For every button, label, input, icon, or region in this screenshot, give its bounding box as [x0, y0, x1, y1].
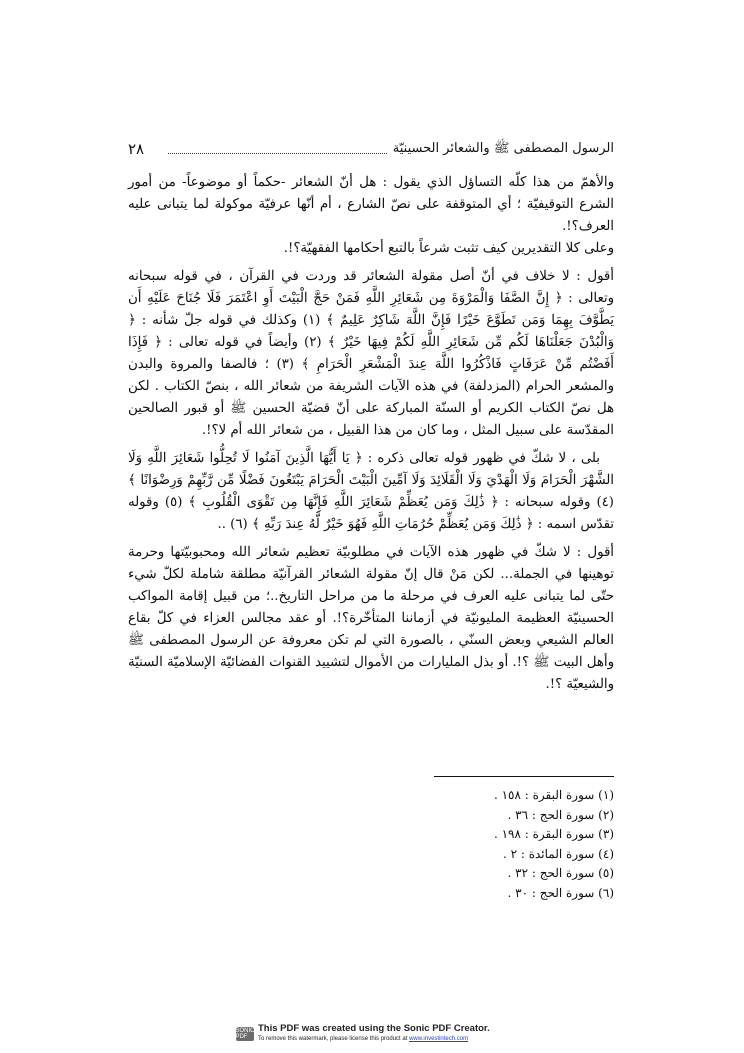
header-dotted-leader: [168, 153, 387, 154]
watermark-line-2: [258, 1034, 490, 1044]
footnote-3: (٣) سورة البقرة : ١٩٨ .: [493, 827, 614, 842]
footnote-separator: [434, 776, 614, 777]
footnote-1: (١) سورة البقرة : ١٥٨ .: [493, 788, 614, 802]
paragraph-4: بلى ، لا شكّ في ظهور قوله تعالى ذكره : ﴿ يَا أَيُّهَا الَّذِينَ آمَنُوا لَا تُحِلُّوا شَعَائِرَ اللَّهِ وَلَا الشَّهْرَ الْحَرَامَ وَلَا الْهَدْيَ وَلَا الْقَلَائِدَ وَلَا آمِّينَ الْبَيْتَ الْحَرَامَ يَبْتَغُونَ فَضْلًا مِّن رَّبِّهِمْ وَرِضْوَانًا ﴾ (٤) وقوله سبحانه : ﴿ ذَٰلِكَ وَمَن يُعَظِّمْ شَعَائِرَ اللَّهِ فَإِنَّهَا مِن تَقْوَى الْقُلُوبِ ﴾ (٥) وقوله تقدّس اسمه : ﴿ ذَٰلِكَ وَمَن يُعَظِّمْ حُرُمَاتِ اللَّهِ فَهُوَ خَيْرٌ لَّهُ عِندَ رَبِّهِ ﴾ (٦) ..: [128, 451, 614, 532]
running-title: الرسول المصطفى ﷺ والشعائر الحسينيّة: [392, 140, 614, 156]
paragraph-3: أقول : لا خلاف في أنّ أصل مقولة الشعائر قد وردت في القرآن ، في قوله سبحانه وتعالى : ﴿ إِنَّ الصَّفَا وَالْمَرْوَةَ مِن شَعَائِرِ اللَّهِ فَمَنْ حَجَّ الْبَيْتَ أَوِ اعْتَمَرَ فَلَا جُنَاحَ عَلَيْهِ أَن يَطَّوَّفَ بِهِمَا وَمَن تَطَوَّعَ خَيْرًا فَإِنَّ اللَّهَ شَاكِرٌ عَلِيمٌ ﴾ (١) وكذلك في قوله جلّ شأنه : ﴿ وَالْبُدْنَ جَعَلْنَاهَا لَكُم مِّن شَعَائِرِ اللَّهِ لَكُمْ فِيهَا خَيْرٌ ﴾ (٢) وأيضاً في قوله تعالى : ﴿ فَإِذَا أَفَضْتُم مِّنْ عَرَفَاتٍ فَاذْكُرُوا اللَّهَ عِندَ الْمَشْعَرِ الْحَرَامِ ﴾ (٣) ؛ فالصفا والمروة والبدن والمشعر الحرام (المزدلفة) في هذه الآيات الشريفة من شعائر الله ، بنصّ الكتاب . لكن هل نصّ الكتاب الكريم أو السنّة المباركة على أنّ قضيّة الحسين ﷺ أو قبور الصالحين المقدّسة على سبيل المثل ، وما كان من هذا القبيل ، من شعائر الله أم لا؟!.: [128, 269, 614, 438]
page-number: ٢٨: [128, 140, 145, 158]
watermark-line-2-text: To remove this watermark, please license this product at: [258, 1036, 410, 1042]
watermark-link[interactable]: www.investintech.com: [409, 1036, 469, 1042]
pdf-watermark: [236, 1021, 536, 1047]
watermark-text: [258, 1024, 490, 1044]
footnotes: [380, 786, 614, 904]
footnote-2: (٢) سورة الحج : ٣٦ .: [507, 807, 614, 822]
footnote-4: (٤) سورة المائدة : ٢ .: [502, 846, 614, 861]
paragraph-5: أقول : لا شكّ في ظهور هذه الآيات في مطلوبيّة تعظيم شعائر الله ومحبوبيّتها وحرمة توهينها في الجملة... لكن مَنْ قال إنّ مقولة الشعائر القرآنيّة مطلقة شاملة لكلّ شيء حتّى لما يتبانى عليه العرف في مرحلة ما من مراحل التاريخ..؛ من قبيل إقامة المواكب الحسينيّة العظيمة المليونيّة في أزماننا المتأخّرة؟!. أو عقد مجالس العزاء في كلّ بقاع العالم الشيعي وبعض السنّي ، بالصورة التي لم تكن معروفة عن الرسول المصطفى ﷺ وأهل البيت ﷺ ؟!. أو بذل المليارات من الأموال لتشييد القنوات الفضائيّة الإسلاميّة السنيّة والشيعيّة ؟!.: [128, 545, 614, 692]
page-header: [128, 138, 614, 160]
paragraph-2: وعلى كلا التقديرين كيف تثبت شرعاً بالتبع أحكامها الفقهيّة؟!.: [283, 241, 614, 256]
footnote-5: (٥) سورة الحج : ٣٢ .: [507, 866, 614, 881]
watermark-line-1: This PDF was created using the Sonic PDF Creator.: [258, 1023, 490, 1034]
main-text: [128, 172, 614, 696]
sonic-pdf-logo-icon: SONIC PDF: [235, 1028, 255, 1040]
footnote-6: (٦) سورة الحج : ٣٠ .: [507, 885, 614, 900]
paragraph-1: والأهمّ من هذا كلّه التساؤل الذي يقول : هل أنّ الشعائر -حكماً أو موضوعاً- من أمور الشرع التوقيفيّة ؛ أي المتوقفة على نصّ الشارع ، أم أنّها عرفيّة موكولة لما يتبانى عليه العرف؟!.: [128, 175, 614, 234]
